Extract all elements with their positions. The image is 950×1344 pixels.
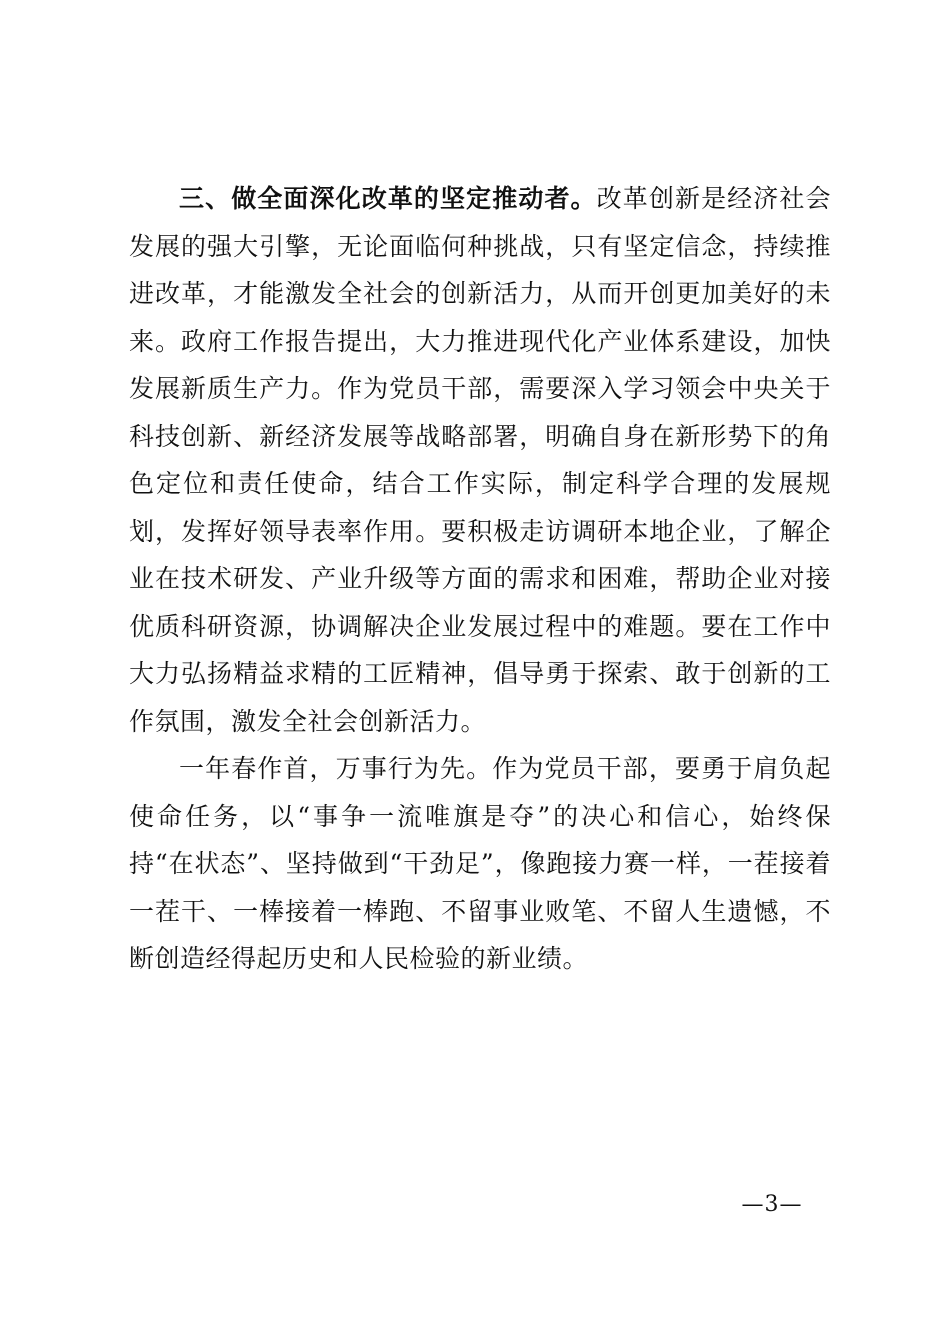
page-number: —3— [741,1192,803,1217]
paragraph-conclusion [129,745,831,983]
paragraph-text: 一年春作首，万事行为先。作为党员干部，要勇于肩负起使命任务，以“事争一流唯旗是夺”的决心和信心，始终保持“在状态”、坚持做到“干劲足”，像跑接力赛一样，一茬接着一茬干、一棒接着一棒跑、不留事业败笔、不留人生遗憾，不断创造经得起历史和人民检验的新业绩。 [129,754,831,973]
paragraph-reform [129,175,831,745]
document-body [129,175,831,983]
paragraph-text: 改革创新是经济社会发展的强大引擎，无论面临何种挑战，只有坚定信念，持续推进改革，才能激发全社会的创新活力，从而开创更加美好的未来。政府工作报告提出，大力推进现代化产业体系建设，加快发展新质生产力。作为党员干部，需要深入学习领会中央关于科技创新、新经济发展等战略部署，明确自身在新形势下的角色定位和责任使命，结合工作实际，制定科学合理的发展规划，发挥好领导表率作用。要积极走访调研本地企业，了解企业在技术研发、产业升级等方面的需求和困难，帮助企业对接优质科研资源，协调解决企业发展过程中的难题。要在工作中大力弘扬精益求精的工匠精神，倡导勇于探索、敢于创新的工作氛围，激发全社会创新活力。 [129,184,831,736]
section-heading: 三、做全面深化改革的坚定推动者。 [179,184,597,213]
